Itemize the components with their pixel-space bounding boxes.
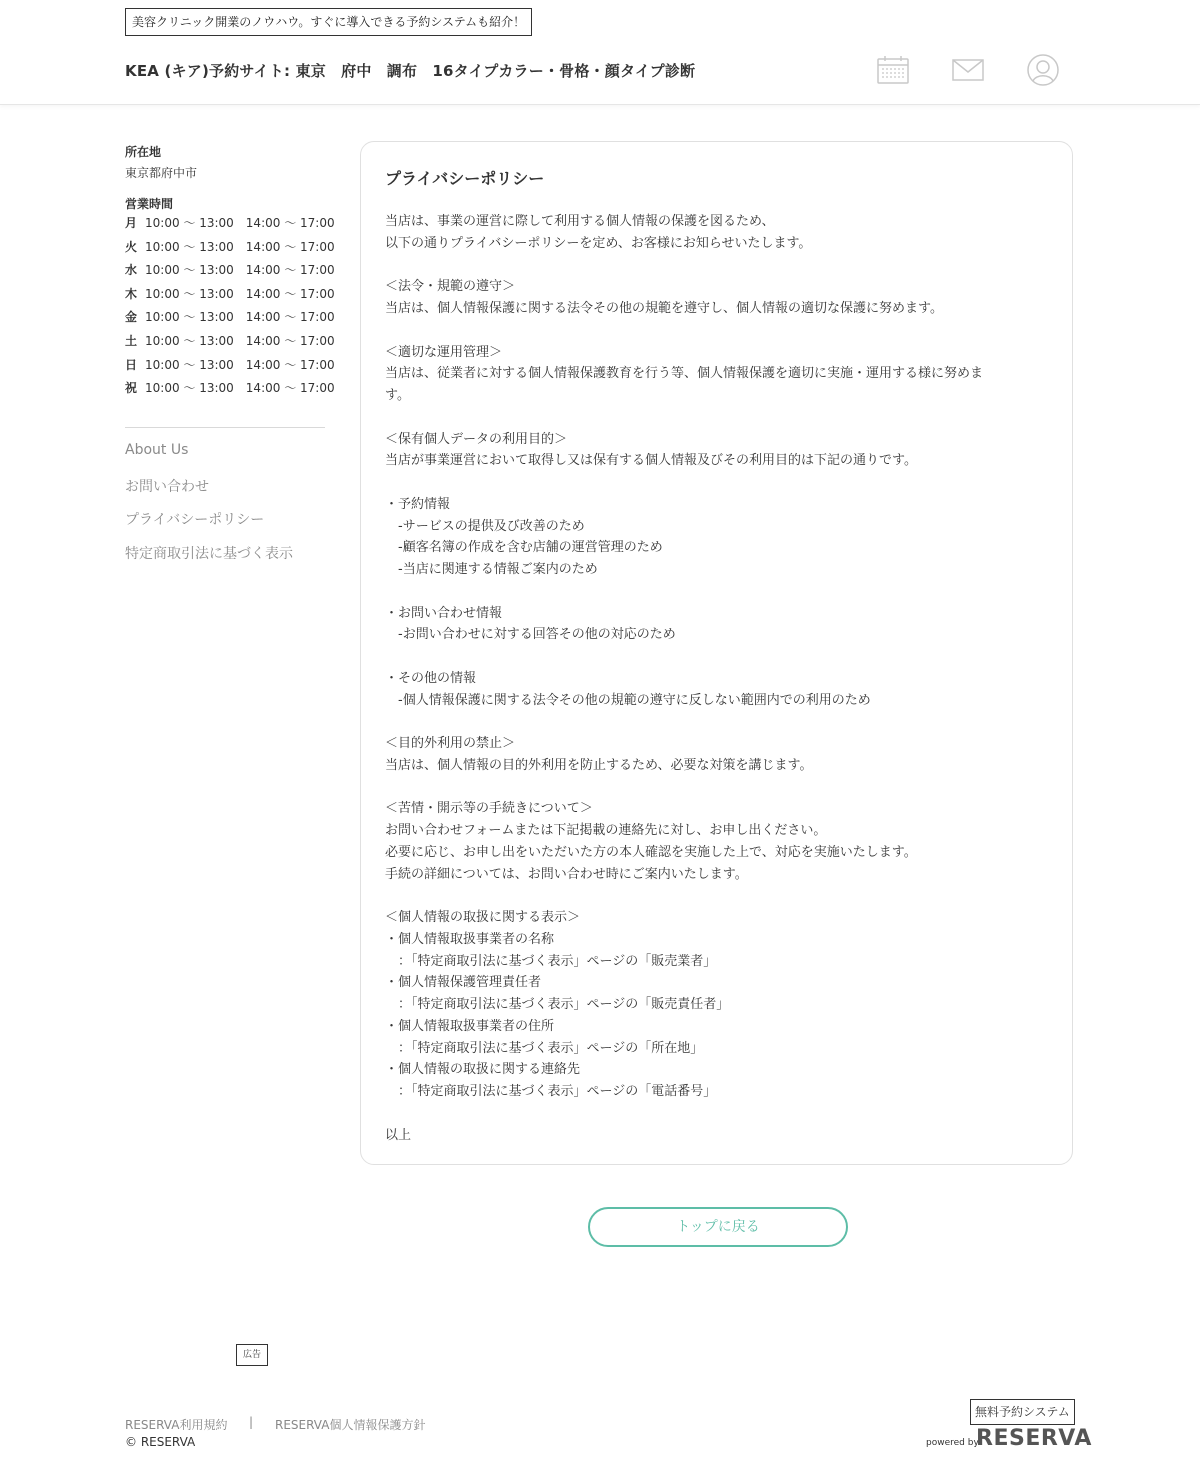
location-label: 所在地: [125, 145, 162, 159]
hours-row: [125, 212, 335, 236]
calendar-icon[interactable]: [877, 54, 909, 86]
copyright: © RESERVA: [125, 1435, 196, 1449]
hours-row: [125, 236, 335, 260]
hours-time: 10:00 〜 13:00 14:00 〜 17:00: [145, 286, 335, 301]
privacy-policy-card: [360, 141, 1073, 1165]
user-icon[interactable]: [1027, 54, 1059, 86]
hours-time: 10:00 〜 13:00 14:00 〜 17:00: [145, 357, 335, 372]
page-title: プライバシーポリシー: [385, 169, 545, 188]
site-title[interactable]: KEA (キア)予約サイト: 東京 府中 調布 16タイプカラー・骨格・顔タイプ診断: [125, 62, 696, 80]
promo-link[interactable]: 美容クリニック開業のノウハウ。すぐに導入できる予約システムも紹介！: [125, 8, 532, 36]
hours-label: 営業時間: [125, 197, 174, 211]
location-value: 東京都府中市: [125, 166, 198, 180]
free-reservation-badge[interactable]: 無料予約システム: [970, 1399, 1075, 1425]
hours-row: [125, 330, 335, 354]
hours-time: 10:00 〜 13:00 14:00 〜 17:00: [145, 239, 335, 254]
hours-time: 10:00 〜 13:00 14:00 〜 17:00: [145, 381, 335, 396]
mail-icon[interactable]: [952, 54, 984, 86]
hours-time: 10:00 〜 13:00 14:00 〜 17:00: [145, 333, 335, 348]
hours-day: 水: [125, 263, 138, 278]
hours-time: 10:00 〜 13:00 14:00 〜 17:00: [145, 310, 335, 325]
hours-day: 日: [125, 357, 138, 372]
sidebar-link-about-us[interactable]: About Us: [125, 442, 189, 458]
hours-row: [125, 354, 335, 378]
ad-label: 広告: [236, 1344, 268, 1366]
hours-row: [125, 306, 335, 330]
hours-time: 10:00 〜 13:00 14:00 〜 17:00: [145, 216, 335, 230]
hours-day: 月: [125, 216, 138, 230]
hours-day: 土: [125, 333, 138, 348]
hours-day: 火: [125, 239, 138, 254]
sidebar-link-tokushoho[interactable]: 特定商取引法に基づく表示: [125, 546, 293, 562]
hours-day: 金: [125, 310, 138, 325]
hours-row: [125, 259, 335, 283]
sidebar-link-privacy-policy[interactable]: プライバシーポリシー: [125, 512, 265, 528]
sidebar-link-contact[interactable]: お問い合わせ: [125, 479, 209, 495]
sidebar-divider: [125, 427, 325, 428]
business-hours: [125, 212, 335, 401]
reserva-logo[interactable]: RESERVA: [976, 1426, 1092, 1451]
powered-by-label: powered by: [926, 1438, 979, 1448]
hours-day: 祝: [125, 381, 138, 396]
footer-separator: |: [249, 1415, 254, 1429]
reserva-terms-link[interactable]: RESERVA利用規約: [125, 1418, 228, 1432]
reserva-privacy-link[interactable]: RESERVA個人情報保護方針: [275, 1418, 426, 1432]
hours-time: 10:00 〜 13:00 14:00 〜 17:00: [145, 263, 335, 278]
hours-row: [125, 377, 335, 401]
hours-row: [125, 283, 335, 307]
back-to-top-button[interactable]: トップに戻る: [588, 1207, 848, 1247]
policy-body: 当店は、事業の運営に際して利用する個人情報の保護を図るため、 以下の通りプライバシーポリシーを定め、お客様にお知らせいたします。 ＜法令・規範の遵守＞ 当店は、個人情報保護に関する法令その他の規範を遵守し、個人情報の適切な保護に努めます。 ＜適切な運用管理＞ 当店は、従業者に対する個人情報保護教育を行う等、個人情報保護を適切に実施・運用する様に努めま す。 ＜保有個人データの利用目的＞ 当店が事業運営において取得し又は保有する個人情報及びその利用目的は下記の通りです。 ・予約情報 -サービスの提供及び改善のため -顧客名簿の作成を含む店舗の運営管理のため -当店に関連する情報ご案内のため ・お問い合わせ情報 -お問い合わせに対する回答その他の対応のため ・その他の情報 -個人情報保護に関する法令その他の規範の遵守に反しない範囲内での利用のため ＜目的外利用の禁止＞ 当店は、個人情報の目的外利用を防止するため、必要な対策を講じます。 ＜苦情・開示等の手続きについて＞ お問い合わせフォームまたは下記掲載の連絡先に対し、お申し出ください。 必要に応じ、お申し出をいただいた方の本人確認を実施した上で、対応を実施いたします。 手続の詳細については、お問い合わせ時にご案内いたします。 ＜個人情報の取扱に関する表示＞ ・個人情報取扱事業者の名称 ：「特定商取引法に基づく表示」ページの「販売業者」 ・個人情報保護管理責任者 ：「特定商取引法に基づく表示」ページの「販売責任者」 ・個人情報取扱事業者の住所 ：「特定商取引法に基づく表示」ページの「所在地」 ・個人情報の取扱に関する連絡先 ：「特定商取引法に基づく表示」ページの「電話番号」 以上: [385, 214, 984, 1143]
site-header: [0, 0, 1200, 105]
hours-day: 木: [125, 286, 138, 301]
